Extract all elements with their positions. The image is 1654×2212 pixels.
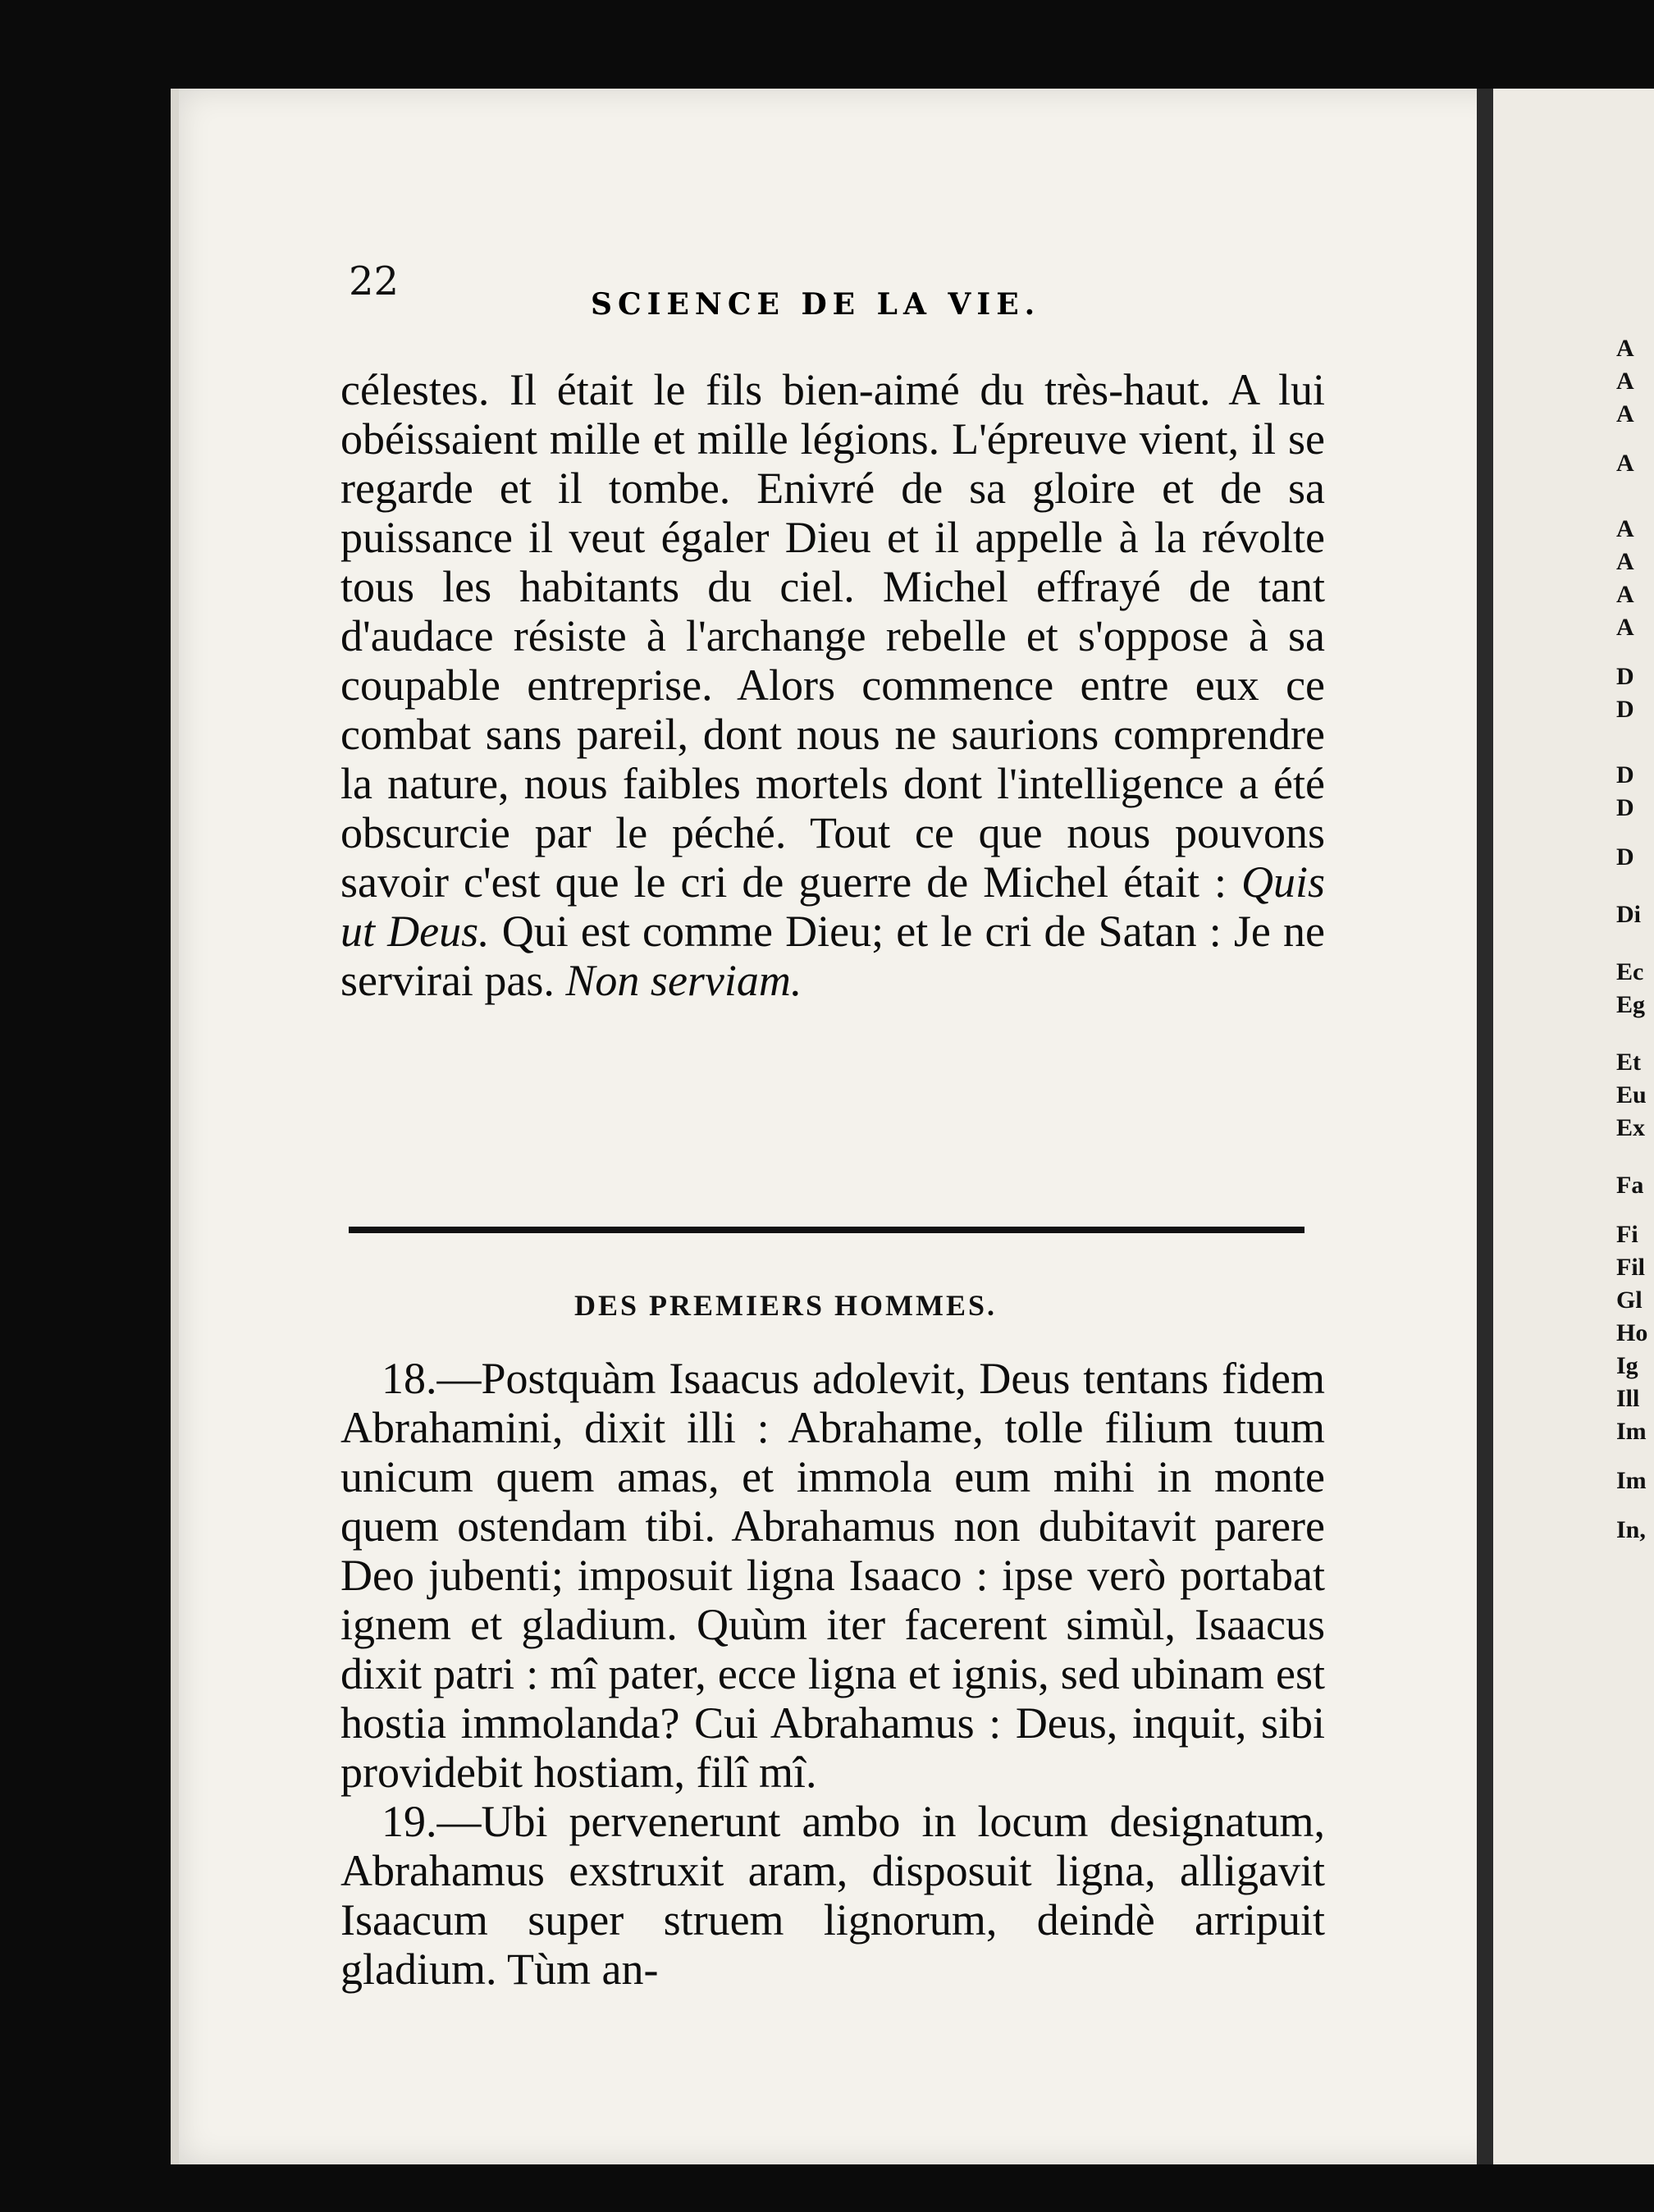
paragraph-19: 19.—Ubi pervenerunt ambo in locum designatum, Abrahamus exstruxit aram, disposuit ligna, alligavit Isaacum super struem lignorum, deindè arripuit gladium. Tùm an- <box>340 1797 1325 1994</box>
facing-page-fragment: A <box>1616 548 1634 575</box>
book-gutter <box>1477 89 1493 2164</box>
facing-page-fragment: Fil <box>1616 1254 1645 1281</box>
paragraph-text: célestes. Il était le fils bien-aimé du très-haut. A lui obéissaient mille et mille légions. L'épreuve vient, il se regarde et il tombe. Enivré de sa gloire et de sa puissance il veut égaler Dieu et il appelle à la révolte tous les habitants du ciel. Michel effrayé de tant d'audace résiste à l'archange rebelle et s'oppose à sa coupable entreprise. Alors commence entre eux ce combat sans pareil, dont nous ne saurions comprendre la nature, nous faibles mortels dont l'intelligence a été obscurcie par le péché. Tout ce que nous pouvons savoir c'est que le cri de guerre de Michel était : <box>340 365 1325 907</box>
latin-quote: Non serviam. <box>565 956 802 1005</box>
facing-page-fragment: Et <box>1616 1049 1641 1076</box>
facing-page-fragment: D <box>1616 761 1634 788</box>
paragraph-18: 18.—Postquàm Isaacus adolevit, Deus tentans fidem Abrahamini, dixit illi : Abrahame, tolle filium tuum unicum quem amas, et immola eum mihi in monte quem ostendam tibi. Abrahamus non dubitavit parere Deo jubenti; imposuit ligna Isaaco : ipse verò portabat ignem et gladium. Quùm iter facerent simùl, Isaacus dixit patri : mî pater, ecce ligna et ignis, sed ubinam est hostia immolanda? Cui Abrahamus : Deus, inquit, sibi providebit hostiam, filî mî. <box>340 1354 1325 1797</box>
facing-page-fragment: A <box>1616 581 1634 608</box>
facing-page-fragment: D <box>1616 696 1634 723</box>
section-title: DES PREMIERS HOMMES. <box>574 1289 998 1322</box>
facing-page-fragment: Fa <box>1616 1172 1644 1199</box>
facing-page-fragment: A <box>1616 400 1634 427</box>
section-body <box>340 1354 1325 1994</box>
facing-page-fragment: Im <box>1616 1418 1647 1445</box>
facing-page-edge <box>1493 89 1654 2164</box>
facing-page-fragment: A <box>1616 368 1634 395</box>
facing-page-fragment: A <box>1616 335 1634 362</box>
facing-page-fragment: Ig <box>1616 1352 1638 1379</box>
facing-page-fragment: Ec <box>1616 958 1644 985</box>
facing-page-fragment: A <box>1616 614 1634 641</box>
facing-page-fragment: Ill <box>1616 1385 1640 1412</box>
facing-page-fragment: Ex <box>1616 1114 1646 1141</box>
facing-page-fragment: A <box>1616 515 1634 542</box>
latin-quote: Quis ut Deus. <box>340 857 1326 956</box>
page-number: 22 <box>349 258 400 304</box>
facing-page-fragment: D <box>1616 843 1634 871</box>
facing-page-fragment: A <box>1616 450 1634 477</box>
paragraph-continuation <box>340 365 1325 1005</box>
facing-page-fragment: Eu <box>1616 1081 1647 1108</box>
paragraph-text: Qui est comme Dieu; et le cri de Satan : Je ne servirai pas. <box>340 907 1325 1005</box>
facing-page-fragment: D <box>1616 663 1634 690</box>
facing-page-fragment: Gl <box>1616 1287 1643 1314</box>
facing-page-fragment: Di <box>1616 901 1641 928</box>
facing-page-fragment: D <box>1616 794 1634 821</box>
facing-page-fragment: Fi <box>1616 1221 1638 1248</box>
facing-page-fragment: In, <box>1616 1516 1646 1543</box>
facing-page-fragment: Ho <box>1616 1319 1648 1346</box>
running-head: SCIENCE DE LA VIE. <box>591 287 1041 322</box>
section-rule <box>349 1227 1304 1233</box>
facing-page-fragment: Eg <box>1616 991 1646 1018</box>
facing-page-fragment: Im <box>1616 1467 1647 1494</box>
